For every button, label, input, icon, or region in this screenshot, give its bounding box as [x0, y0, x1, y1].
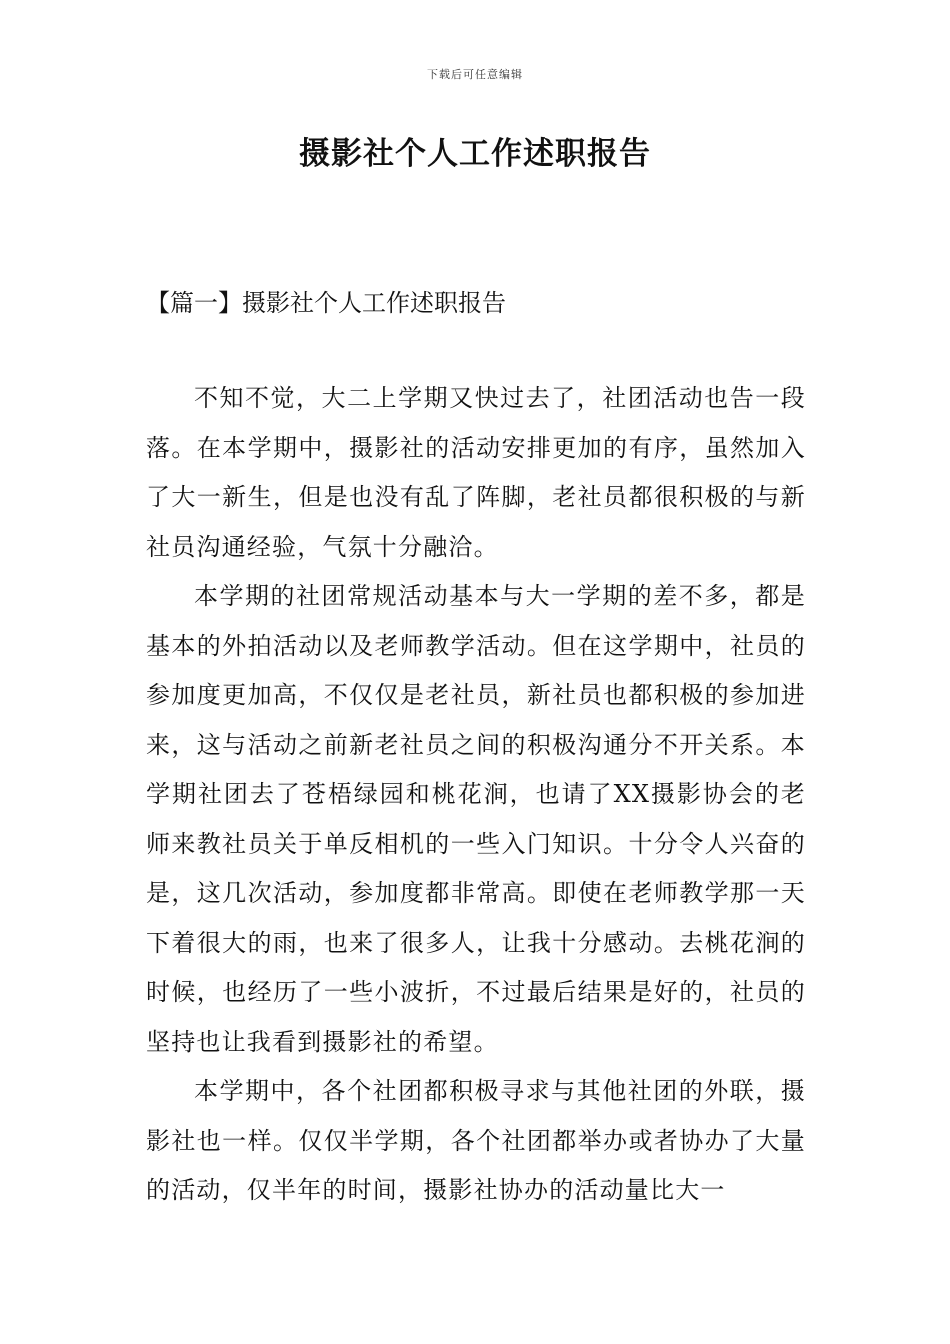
paragraph-3: 本学期中，各个社团都积极寻求与其他社团的外联，摄影社也一样。仅仅半学期，各个社团都举办或者协办了大量的活动，仅半年的时间，摄影社协办的活动量比大一	[146, 1077, 806, 1204]
header-note: 下载后可任意编辑	[427, 68, 523, 81]
paragraph-1: 不知不觉，大二上学期又快过去了，社团活动也告一段落。在本学期中，摄影社的活动安排更加的有序，虽然加入了大一新生，但是也没有乱了阵脚，老社员都很积极的与新社员沟通经验，气氛十分融洽。	[146, 384, 806, 561]
section-heading: 【篇一】摄影社个人工作述职报告	[146, 289, 506, 317]
paragraph-2: 本学期的社团常规活动基本与大一学期的差不多，都是基本的外拍活动以及老师教学活动。但在这学期中，社员的参加度更加高，不仅仅是老社员，新社员也都积极的参加进来，这与活动之前新老社员之间的积极沟通分不开关系。本学期社团去了苍梧绿园和桃花涧，也请了XX摄影协会的老师来教社员关于单反相机的一些入门知识。十分令人兴奋的是，这几次活动，参加度都非常高。即使在老师教学那一天下着很大的雨，也来了很多人，让我十分感动。去桃花涧的时候，也经历了一些小波折，不过最后结果是好的，社员的坚持也让我看到摄影社的希望。	[146, 582, 806, 1056]
body-text	[146, 374, 806, 1216]
document-title: 摄影社个人工作述职报告	[299, 136, 651, 172]
